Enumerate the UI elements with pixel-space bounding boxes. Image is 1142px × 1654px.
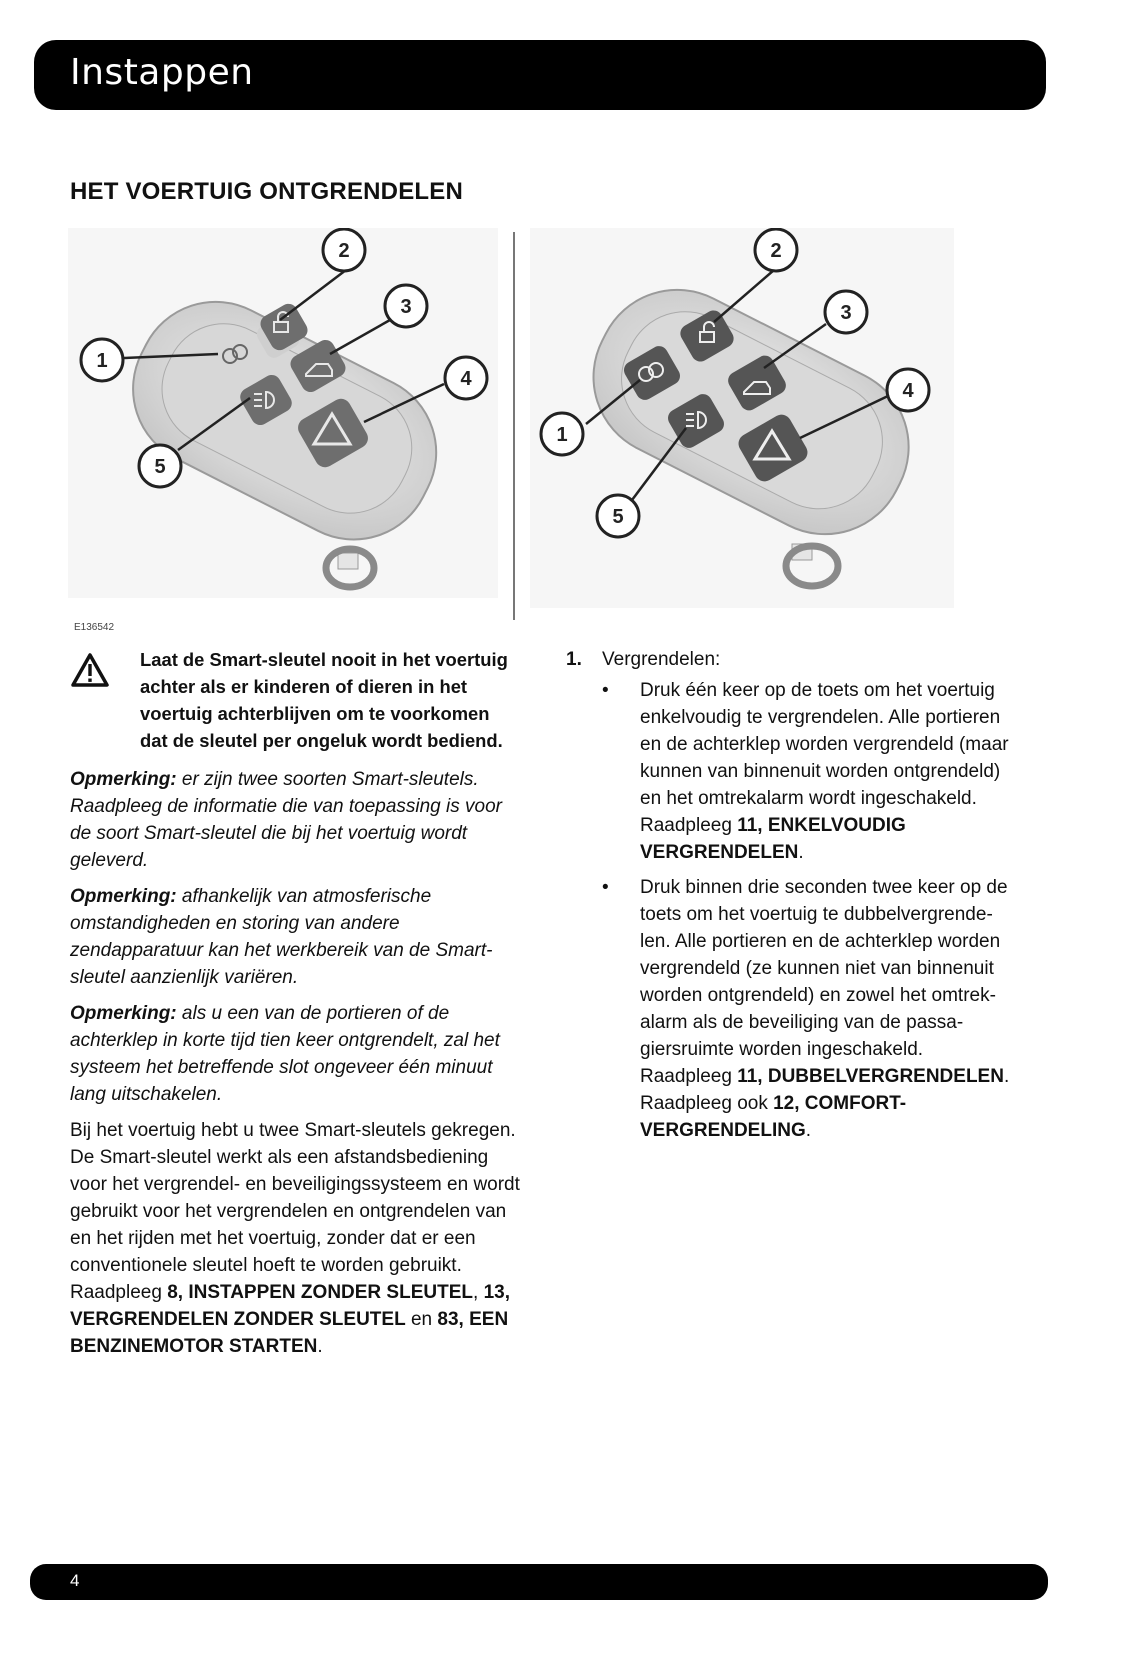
reference-link-benzinemotor[interactable]: 83, EEN BENZINEMOTOR STARTEN: [70, 1309, 509, 1357]
left-column: [70, 646, 520, 1360]
list-item-title: Vergrendelen:: [602, 649, 721, 670]
header-bar: [34, 40, 1046, 110]
callout-label-3-right: 3: [840, 302, 852, 324]
page-header-title: Instappen: [70, 52, 254, 93]
body-sep-1: ,: [473, 1282, 484, 1303]
callout-label-4-left: 4: [460, 368, 472, 390]
callout-label-2-right: 2: [770, 240, 782, 262]
note-1-text: er zijn twee soorten Smart-sleutels. Raadpleeg de informatie die van toepassing is voor de soort Smart-sleutel die bij het voertuig wordt geleverd.: [70, 769, 502, 871]
warning-text: Laat de Smart-sleutel nooit in het voertuig achter als er kinderen of dieren in het voertuig achterblijven om te voorkomen dat de sleutel per ongeluk wordt bediend.: [140, 649, 508, 751]
list-item-vergrendelen: [566, 646, 1016, 673]
reference-link-vergrendelen[interactable]: 13, VERGRENDELEN ZONDER SLEUTEL: [70, 1282, 510, 1330]
note-3-text: als u een van de portieren of de achterklep in korte tijd tien keer ontgrendelt, zal het systeem het betreffende slot ongeveer één minuut lang uitschakelen.: [70, 1003, 500, 1105]
bullet-dot: •: [602, 877, 609, 898]
note-1: [70, 766, 520, 874]
note-3: [70, 1000, 520, 1108]
body-paragraph: [70, 1117, 520, 1360]
callout-label-5-right: 5: [612, 506, 624, 528]
bullet-item: [602, 677, 1016, 866]
note-1-label: Opmerking:: [70, 769, 177, 790]
bullet-2-text: Druk binnen drie seconden twee keer op de toets om het voertuig te dubbelvergrende-len. Alle portieren en de achterklep worden vergrendeld (ze kunnen niet van binnenuit worden ontgrendeld) en zowel het omtrek-alarm als de beveiliging van de passa-giersruimte worden ingeschakeld. Raadpleeg: [640, 877, 1008, 1087]
section-title: HET VOERTUIG ONTGRENDELEN: [70, 178, 464, 205]
bullet-2-end: .: [805, 1120, 812, 1141]
list-item-number: 1.: [566, 649, 582, 670]
callout-label-5-left: 5: [154, 456, 166, 478]
body-end: .: [317, 1336, 323, 1357]
warning-block: [70, 646, 520, 754]
callout-label-4-right: 4: [902, 380, 914, 402]
bullet-2-mid: . Raadpleeg ook: [640, 1066, 1010, 1114]
reference-link-comfort[interactable]: 12, COMFORT-VERGRENDELING: [640, 1093, 907, 1141]
reference-link-dubbel[interactable]: 11, DUBBELVERGRENDELEN: [737, 1066, 1004, 1087]
callout-label-1-right: 1: [556, 424, 568, 446]
note-2-label: Opmerking:: [70, 886, 177, 907]
bullet-1-text: Druk één keer op de toets om het voertuig enkelvoudig te vergrendelen. Alle portieren en de achterklep worden vergrendeld (maar kunnen van binnenuit worden ontgrendeld) en het omtrekalarm wordt ingeschakeld. Raadpleeg: [640, 680, 1009, 836]
footer-bar: [30, 1564, 1048, 1600]
body-text: Bij het voertuig hebt u twee Smart-sleutels gekregen. De Smart-sleutel werkt als een afstandsbediening voor het vergrendel- en beveiligingssysteem en wordt gebruikt voor het vergrendelen en ontgrendelen van en het rijden met het voertuig, zonder dat er een conventionele sleutel hoeft te worden gebruikt. Raadpleeg: [70, 1120, 520, 1303]
callout-label-2-left: 2: [338, 240, 350, 262]
warning-triangle-icon: [70, 652, 110, 688]
note-2: [70, 883, 520, 991]
bullet-dot: •: [602, 680, 609, 701]
reference-link-enkelvoudig[interactable]: 11, ENKELVOUDIG VERGRENDELEN: [640, 815, 906, 863]
bullet-1-end: .: [798, 842, 804, 863]
note-2-text: afhankelijk van atmosferische omstandigheden en storing van andere zendapparatuur kan het werkbereik van de Smart-sleutel aanzienlijk variëren.: [70, 886, 493, 988]
callout-label-1-left: 1: [96, 350, 108, 372]
smart-key-illustration: [68, 228, 1012, 640]
page-number: 4: [70, 1571, 80, 1590]
bullet-item: [602, 874, 1016, 1144]
body-sep-2: en: [405, 1309, 438, 1330]
bullet-list: [566, 677, 1016, 1144]
reference-link-instappen[interactable]: 8, INSTAPPEN ZONDER SLEUTEL: [167, 1282, 473, 1303]
right-column: [566, 646, 1016, 1152]
figure-code: E136542: [74, 622, 115, 633]
callout-label-3-left: 3: [400, 296, 412, 318]
note-3-label: Opmerking:: [70, 1003, 177, 1024]
